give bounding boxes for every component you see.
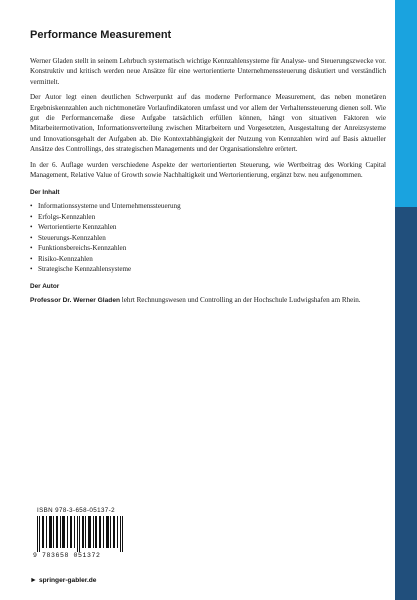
bullet-icon: • [30,223,33,232]
publisher-url[interactable]: springer-gabler.de [38,577,97,584]
list-item: • Funktionsbereichs-Kennzahlen [30,244,127,253]
paragraph-2: Der Autor legt einen deutlichen Schwerpunkt auf das moderne Performance Measurement, das neben monetären Ergebniskennzahlen auch nichtmonetäre Vorlaufindikatoren umfasst und vor allem der Verhaltenssteuerung dienen soll. Wie gut die Performancemaße diese Aufgabe tatsächlich erfüllen können, hängt von situativen Faktoren wie Mitarbeitermotivation, Informationsverteilung zwischen Mitarbeitern und Vorgesetzten, Ausgestaltung der Anreizsysteme und Innovationsgehalt der Aufgaben ab. Die Kontextabhängigkeit der Nutzung von Kennzahlen wird auf Basis aktueller Ansätze des Controllings, des strategischen Managements und der Organisationslehre erörtert. [30,93,386,154]
accent-bar [395,0,417,207]
back-cover-content [30,28,386,307]
isbn-label: ISBN 978-3-658-05137-2 [37,507,115,514]
paragraph-1: Werner Gladen stellt in seinem Lehrbuch systematisch wichtige Kennzahlensysteme für Analyse- und Steuerungszwecke vor. Konstruktiv und kritisch werden neue Ansätze für eine wertorientierte Unternehmenssteuerung diskutiert und verständlich vermittelt. [30,57,386,86]
barcode-digits: 9 783658 051372 [33,552,101,559]
autor-name: Professor Dr. Werner Gladen [30,297,121,305]
bullet-icon: • [30,212,33,221]
inhalt-heading: Der Inhalt [30,189,60,197]
list-item: • Informationssysteme und Unternehmenssteuerung [30,202,181,211]
barcode-box [30,502,135,566]
publisher-footer [30,577,96,584]
autor-text: lehrt Rechnungswesen und Controlling an der Hochschule Ludwigshafen am Rhein. [120,296,361,305]
list-item: • Wertorientierte Kennzahlen [30,223,117,232]
barcode-icon [37,516,127,552]
inhalt-list [30,201,386,274]
bullet-icon: • [30,244,33,253]
bullet-icon: • [30,254,33,263]
arrow-right-icon: ► [30,577,37,584]
bullet-icon: • [30,202,33,211]
bullet-icon: • [30,233,33,242]
bullet-icon: • [30,264,33,273]
book-title: Performance Measurement [30,29,172,41]
autor-heading: Der Autor [30,283,60,291]
autor-paragraph [30,295,386,306]
list-item: • Risiko-Kennzahlen [30,254,93,263]
list-item: • Erfolgs-Kennzahlen [30,212,96,221]
list-item: • Strategische Kennzahlensysteme [30,264,132,273]
list-item: • Steuerungs-Kennzahlen [30,233,106,242]
paragraph-3: In der 6. Auflage wurden verschiedene Aspekte der wertorientierten Steuerung, wie Wertbeitrag des Working Capital Management, Relative Value of Growth sowie Nachhaltigkeit und Wertorientierung, ergänzt bzw. neu aufgenommen. [30,160,386,180]
